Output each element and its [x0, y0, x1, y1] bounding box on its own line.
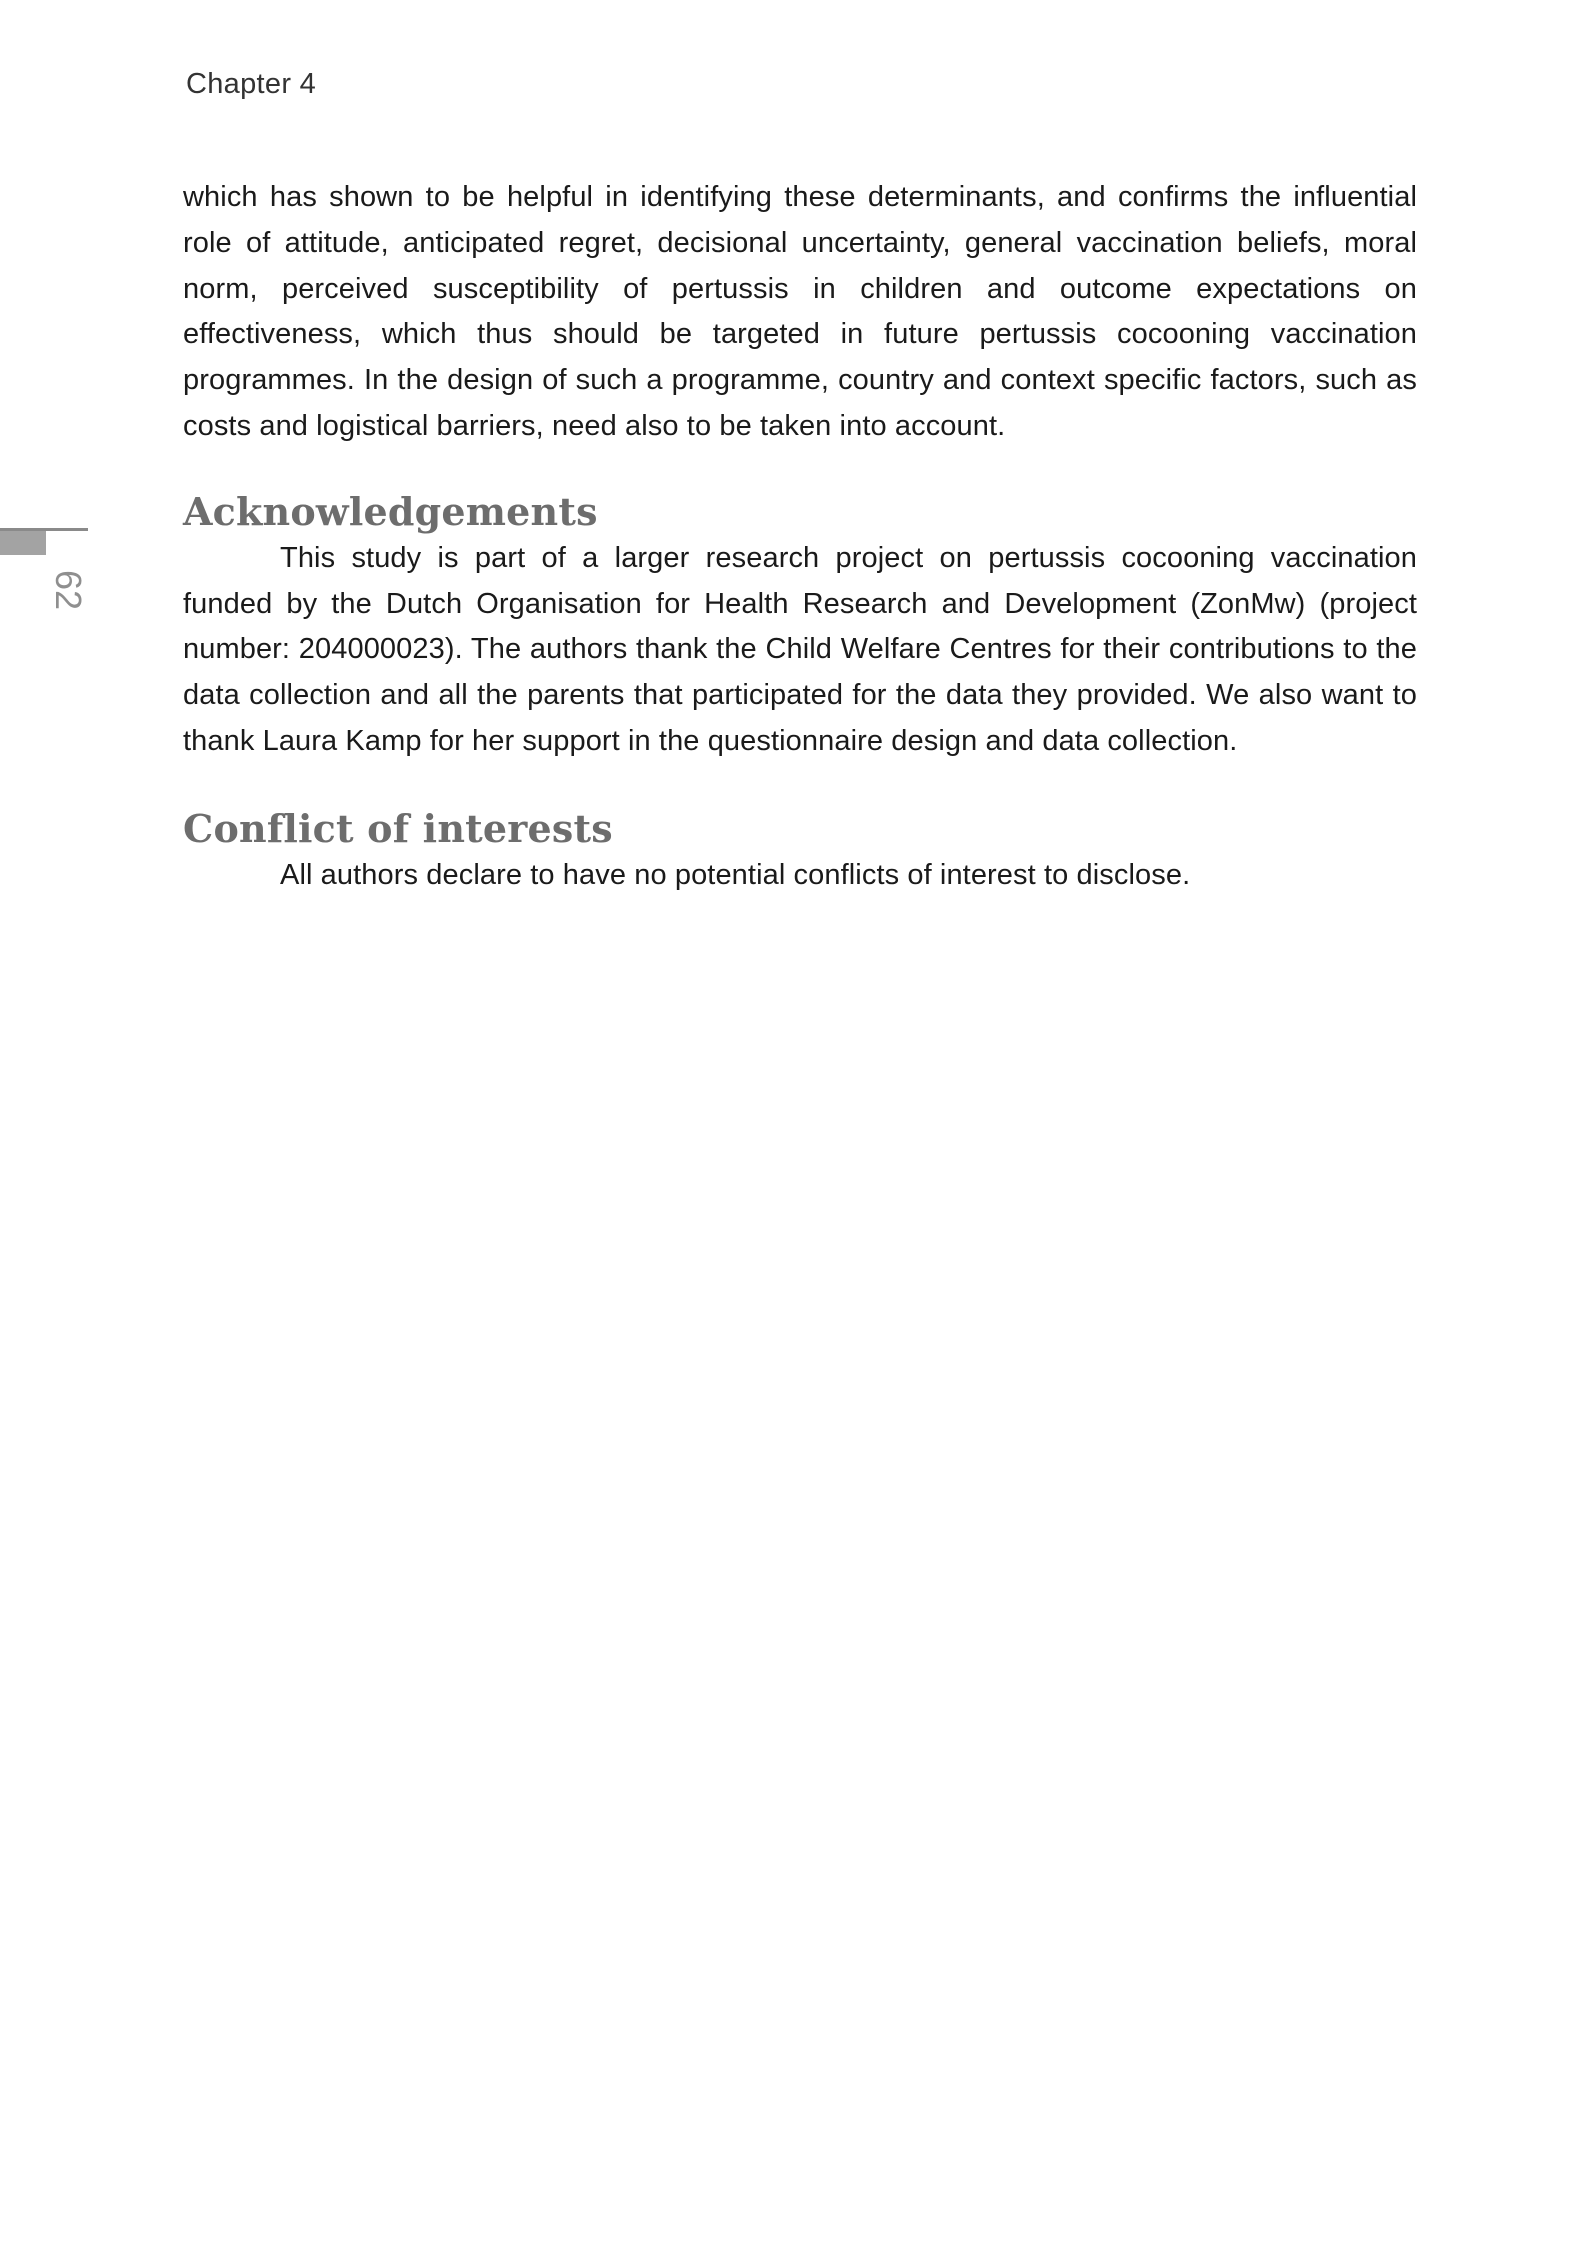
- page-content: [183, 175, 1417, 899]
- running-header-chapter: Chapter 4: [186, 68, 317, 100]
- acknowledgements-paragraph: This study is part of a larger research project on pertussis cocooning vaccination funded by the Dutch Organisation for Health Research and Development (ZonMw) (project number: 204000023). The authors thank the Child Welfare Centres for their contributions to the data collection and all the parents that participated for the data they provided. We also want to thank Laura Kamp for her support in the questionnaire design and data collection.: [183, 541, 1417, 757]
- page-tab-block: [0, 531, 46, 555]
- conflict-heading: Conflict of interests: [183, 805, 613, 851]
- page-number: 62: [48, 569, 89, 611]
- acknowledgements-heading: Acknowledgements: [183, 488, 598, 534]
- intro-paragraph: which has shown to be helpful in identifying these determinants, and confirms the influential role of attitude, anticipated regret, decisional uncertainty, general vaccination beliefs, moral norm, perceived susceptibility of pertussis in children and outcome expectations on effectiveness, which thus should be targeted in future pertussis cocooning vaccination programmes. In the design of such a programme, country and context specific factors, such as costs and logistical barriers, need also to be taken into account.: [183, 181, 1417, 442]
- conflict-paragraph: All authors declare to have no potential conflicts of interest to disclose.: [280, 858, 1191, 891]
